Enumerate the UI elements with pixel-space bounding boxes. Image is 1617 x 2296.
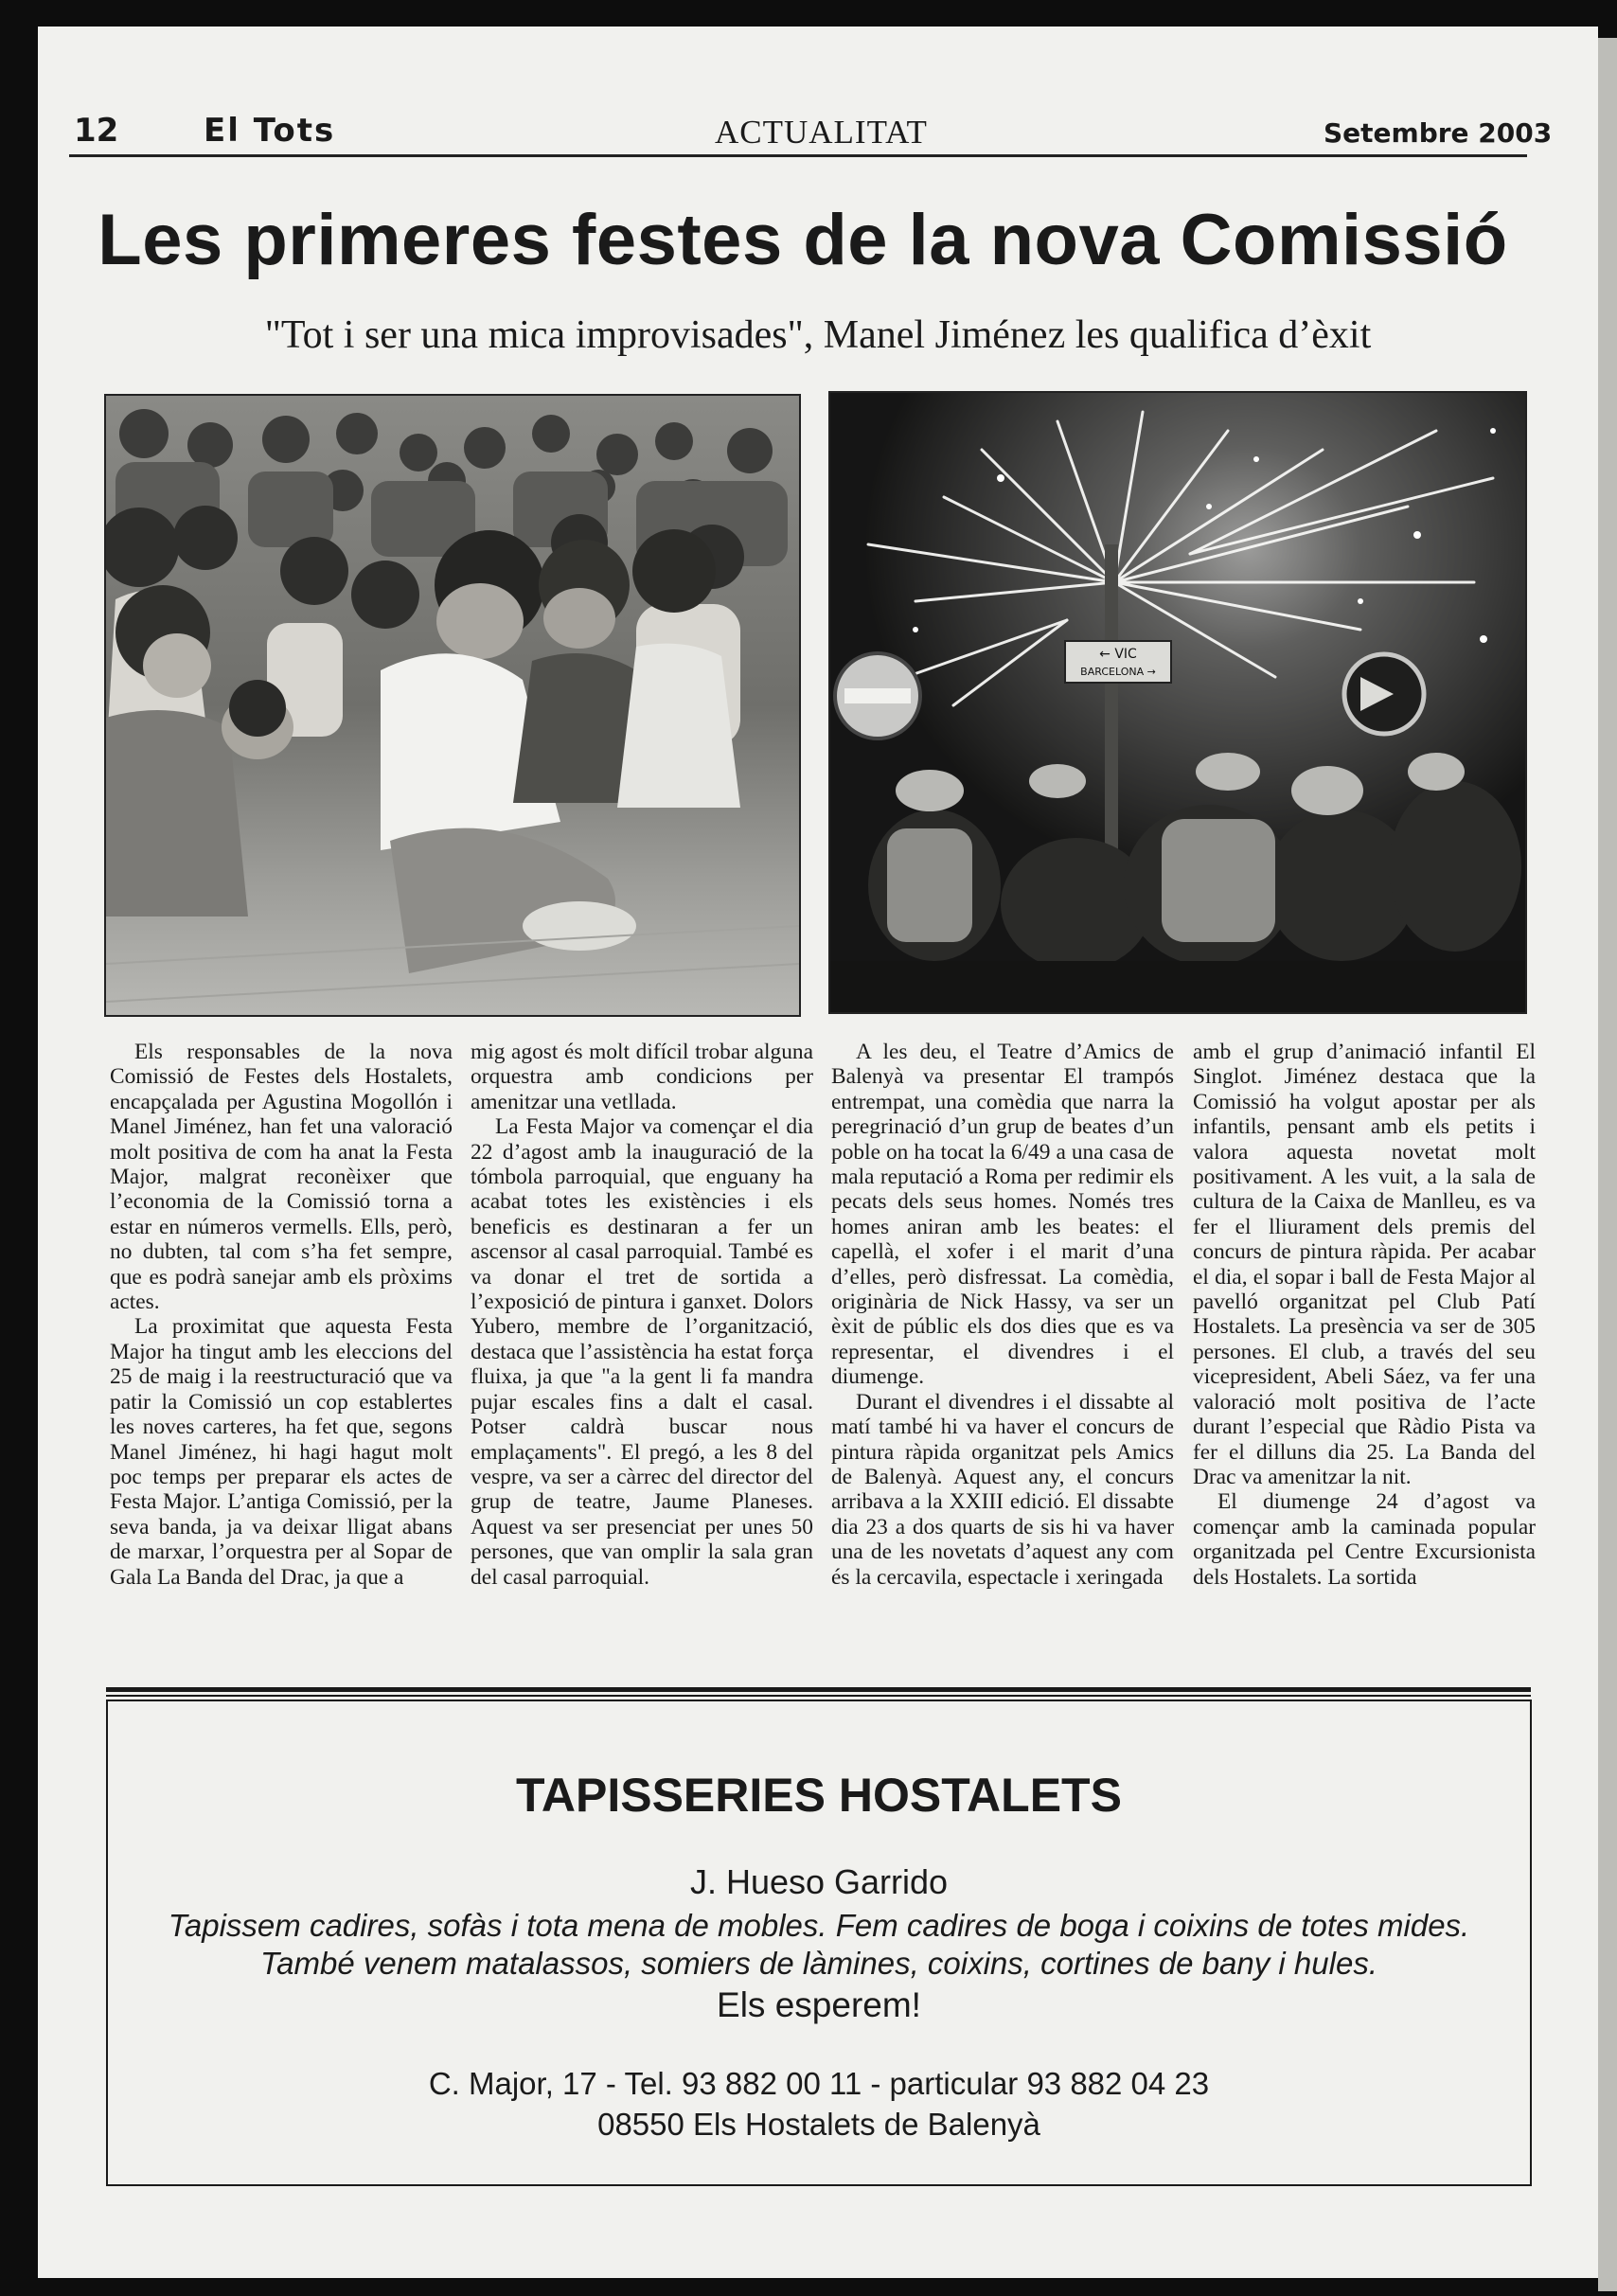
page-number: 12 xyxy=(74,112,119,150)
ad-services-line-1: Tapissem cadires, sofàs i tota mena de mobles. Fem cadires de boga i coixins de totes mides. xyxy=(168,1908,1470,1943)
article-paragraph: A les deu, el Teatre d’Amics de Balenyà va presentar El trampós entrempat, una comèdia que narra la peregrinació d’un grup de beates d’un poble on ha tocat la 6/49 a una casa de mala reputació a Roma per redimir els pecats dels seus homes. Només tres homes aniran amb les beates: el capellà, el xofer i el marit d’una d’elles, però disfressat. La comèdia, originària de Nick Hassy, va ser un èxit de públic els dos dies que es va representar, el divendres i el diumenge. xyxy=(831,1040,1174,1390)
children-audience-photo xyxy=(104,394,801,1017)
correfoc-fireworks-photo xyxy=(828,391,1527,1014)
ad-top-rule-thin xyxy=(106,1695,1531,1697)
road-sign-barcelona: BARCELONA → xyxy=(1080,666,1156,678)
article-paragraph: Els responsables de la nova Comissió de Festes dels Hostalets, encapçalada per Agustina Mogollón i Manel Jiménez, han fet una valoració molt positiva de com ha anat la Festa Major, malgrat reconèixer que l’economia de la Comissió torna a estar en números vermells. Ells, però, no dubten, tal com s’ha fet sempre, que es podrà sanejar amb els pròxims actes. xyxy=(110,1040,453,1315)
ad-top-rule xyxy=(106,1687,1531,1692)
article-subheadline: "Tot i ser una mica improvisades", Manel Jiménez les qualifica d’èxit xyxy=(264,313,1372,357)
ad-address-town: 08550 Els Hostalets de Balenyà xyxy=(597,2107,1040,2142)
advertisement-box xyxy=(106,1700,1532,2186)
article-paragraph: La proximitat que aquesta Festa Major ha tingut amb les eleccions del 25 de maig i la reestructuració que va patir la Comissió un cop establertes les noves carteres, ha fet que, segons Manel Jiménez, hi hagi hagut molt poc temps per preparar els actes de Festa Major. L’antiga Comissió, per la seva banda, ja va deixar lligat abans de marxar, l’orquestra per al Sopar de Gala La Banda del Drac, ja que a xyxy=(110,1314,453,1590)
ad-services-line-2: També venem matalassos, somiers de làmines, coixins, cortines de bany i hules. xyxy=(260,1946,1377,1981)
header-rule xyxy=(69,154,1527,157)
ad-owner-name: J. Hueso Garrido xyxy=(689,1862,949,1901)
article-paragraph: mig agost és molt difícil trobar alguna orquestra amb condicions per amenitzar una vetllada. xyxy=(471,1040,813,1114)
article-paragraph: Durant el divendres i el dissabte al matí també hi va haver el concurs de pintura ràpida organitzat pels Amics de Balenyà. Aquest any, el concurs arribava a la XXIII edició. El dissabte dia 23 a dos quarts de sis hi va haver una de les novetats d’aquest any com és la cercavila, espectacle i xeringada xyxy=(831,1389,1174,1590)
adjacent-page-edge xyxy=(1598,38,1617,2291)
road-sign-vic: ← VIC xyxy=(1099,647,1137,662)
ad-business-name: TAPISSERIES HOSTALETS xyxy=(516,1769,1122,1822)
publication-name: El Tots xyxy=(204,112,336,150)
article-paragraph: La Festa Major va començar el dia 22 d’agost amb la inauguració de la tómbola parroquial, que enguany ha acabat totes les existències i els beneficis es destinaran a fer un ascensor al casal parroquial. També es va donar el tret de sortida a l’exposició de pintura i ganxet. Dolors Yubero, membre de l’organització, destaca que l’assistència ha estat força fluixa, ja que "a la gent li fa mandra pujar escales fins a dalt el casal. Potser caldrà buscar nous emplaçaments". El pregó, a les 8 del vespre, va ser a càrrec del director del grup de teatre, Jaume Planeses. Aquest va ser presenciat per unes 50 persones, que van omplir la sala gran del casal parroquial. xyxy=(471,1114,813,1590)
issue-date: Setembre 2003 xyxy=(1324,117,1553,149)
article-paragraph: amb el grup d’animació infantil El Singlot. Jiménez destaca que la Comissió ha volgut apostar per als infantils, pensant amb els petits i valora aquesta novetat molt positivament. A les vuit, a la sala de cultura de la Caixa de Manlleu, es va fer el lliurament dels premis del concurs de pintura ràpida. Per acabar el dia, el sopar i ball de Festa Major al pavelló organitzat pel Club Patí Hostalets. La presència va ser de 305 persones. El club, a través del seu vicepresident, Abeli Sáez, va fer una valoració molt positiva de l’acte durant l’especial que Ràdio Pista va fer el dilluns dia 25. La Banda del Drac va amenitzar la nit. xyxy=(1193,1040,1536,1489)
ad-call-to-action: Els esperem! xyxy=(717,1985,921,2024)
section-name: ACTUALITAT xyxy=(715,114,928,151)
article-column-3 xyxy=(831,1040,1174,1590)
article-column-4 xyxy=(1193,1040,1536,1590)
article-headline: Les primeres festes de la nova Comissió xyxy=(98,200,1508,280)
article-column-1 xyxy=(110,1040,453,1590)
ad-address-phone: C. Major, 17 - Tel. 93 882 00 11 - particular 93 882 04 23 xyxy=(428,2066,1210,2101)
article-paragraph: El diumenge 24 d’agost va començar amb la caminada popular organitzada pel Centre Excursionista dels Hostalets. La sortida xyxy=(1193,1489,1536,1590)
article-column-2 xyxy=(471,1040,813,1590)
